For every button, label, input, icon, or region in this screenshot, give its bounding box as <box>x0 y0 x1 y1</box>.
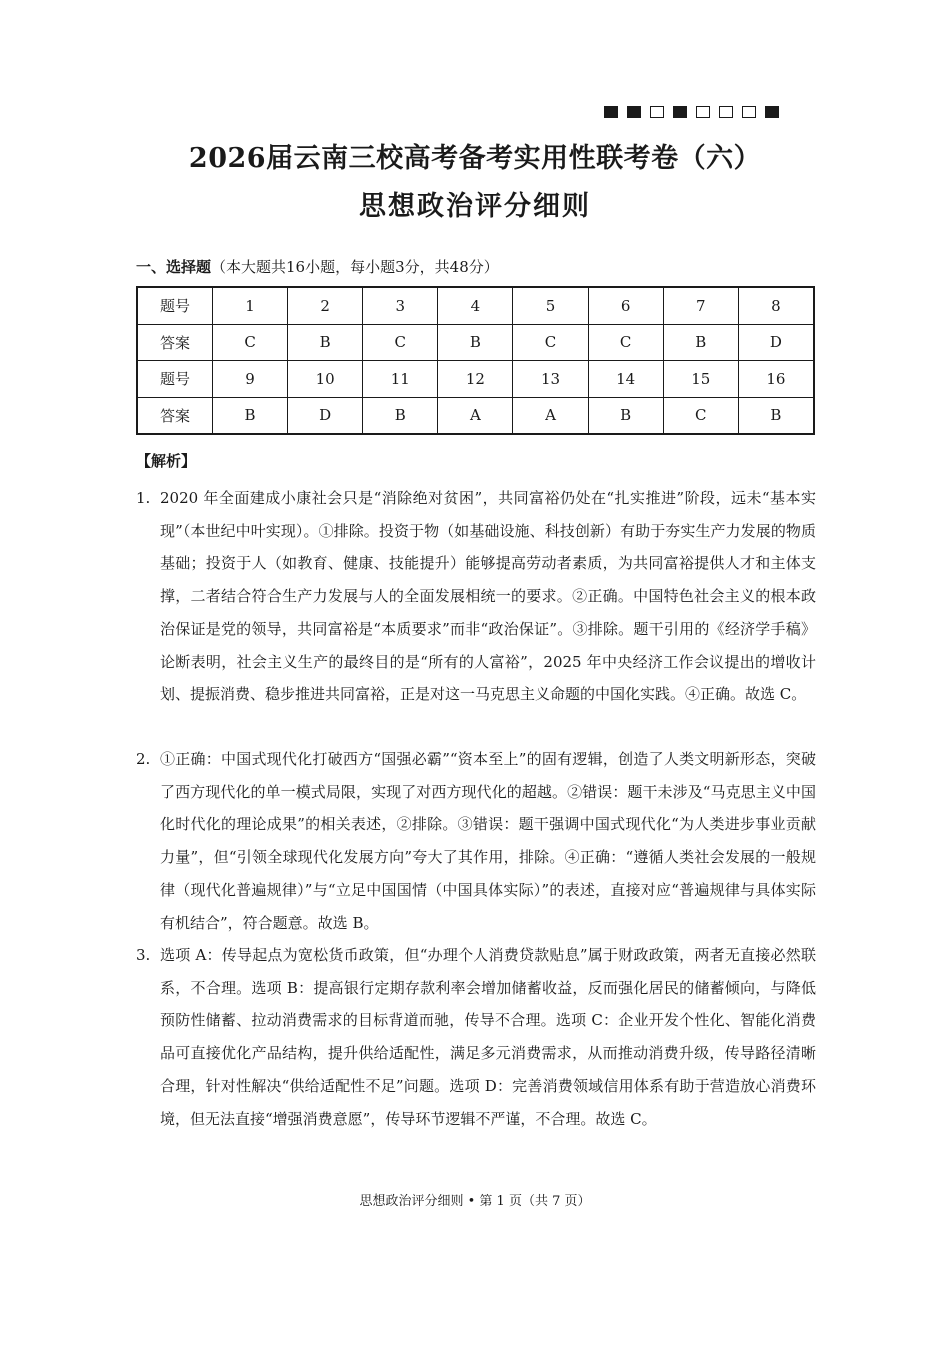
table-cell: 答案 <box>137 324 213 361</box>
table-cell: 8 <box>738 287 814 324</box>
table-cell: B <box>363 397 438 434</box>
table-cell: 题号 <box>137 287 213 324</box>
table-cell: 4 <box>438 287 513 324</box>
table-cell: D <box>738 324 814 361</box>
table-cell: 5 <box>513 287 588 324</box>
table-cell: B <box>738 397 814 434</box>
table-row <box>137 324 814 361</box>
table-cell: A <box>513 397 588 434</box>
document-subtitle: 思想政治评分细则 <box>359 191 591 222</box>
table-cell: C <box>213 324 288 361</box>
table-cell: 题号 <box>137 361 213 398</box>
table-cell: B <box>438 324 513 361</box>
analysis-item <box>136 939 816 1135</box>
analysis-item-text: 2020 年全面建成小康社会只是“消除绝对贫困”，共同富裕仍处在“扎实推进”阶段，远未“基本实现”（本世纪中叶实现）。①排除。投资于物（如基础设施、科技创新）有助于夯实生产力发展的物质基础；投资于人（如教育、健康、技能提升）能够提高劳动者素质，为共同富裕提供人才和主体支撑，二者结合符合生产力发展与人的全面发展相统一的要求。②正确。中国特色社会主义的根本政治保证是党的领导，共同富裕是“本质要求”而非“政治保证”。③排除。题干引用的《经济学手稿》论断表明，社会主义生产的最终目的是“所有的人富裕”，2025 年中央经济工作会议提出的增收计划、提振消费、稳步推进共同富裕，正是对这一马克思主义命题的中国化实践。④正确。故选 C。 <box>160 489 816 704</box>
table-cell: C <box>588 324 663 361</box>
table-cell: 16 <box>738 361 814 398</box>
table-cell: B <box>663 324 738 361</box>
table-cell: 12 <box>438 361 513 398</box>
table-cell: B <box>288 324 363 361</box>
analysis-item-text: ①正确：中国式现代化打破西方“国强必霸”“资本至上”的固有逻辑，创造了人类文明新形态，突破了西方现代化的单一模式局限，实现了对西方现代化的超越。②错误：题干未涉及“马克思主义中国化时代化的理论成果”的相关表述，②排除。③错误：题干强调中国式现代化“为人类进步事业贡献力量”，但“引领全球现代化发展方向”夸大了其作用，排除。④正确：“遵循人类社会发展的一般规律（现代化普遍规律）”与“立足中国国情（中国具体实际）”的表述，直接对应“普遍规律与具体实际有机结合”，符合题意。故选 B。 <box>160 750 816 932</box>
analysis-item-number: 3. <box>136 946 151 964</box>
table-cell: 1 <box>213 287 288 324</box>
table-cell: C <box>513 324 588 361</box>
marker-square <box>604 106 618 118</box>
analysis-item-number: 1. <box>136 489 151 507</box>
table-cell: C <box>363 324 438 361</box>
table-cell: 3 <box>363 287 438 324</box>
table-row <box>137 287 814 324</box>
table-cell: 14 <box>588 361 663 398</box>
table-cell: 11 <box>363 361 438 398</box>
marker-square <box>650 106 664 118</box>
table-cell: D <box>288 397 363 434</box>
marker-square <box>627 106 641 118</box>
table-cell: 6 <box>588 287 663 324</box>
section-heading <box>136 256 499 277</box>
table-row <box>137 397 814 434</box>
marker-square <box>696 106 710 118</box>
answer-table <box>136 286 815 435</box>
analysis-item <box>136 482 816 711</box>
analysis-label: 【解析】 <box>136 452 197 470</box>
table-cell: 13 <box>513 361 588 398</box>
table-cell: 7 <box>663 287 738 324</box>
section-heading-title: 一、选择题 <box>136 258 212 276</box>
table-cell: B <box>213 397 288 434</box>
analysis-item-text: 选项 A：传导起点为宽松货币政策，但“办理个人消费贷款贴息”属于财政政策，两者无直接必然联系，不合理。选项 B：提高银行定期存款利率会增加储蓄收益，反而强化居民的储蓄倾向，与降低预防性储蓄、拉动消费需求的目标背道而驰，传导不合理。选项 C：企业开发个性化、智能化消费品可直接优化产品结构，提升供给适配性，满足多元消费需求，从而推动消费升级，传导路径清晰合理，针对性解决“供给适配性不足”问题。选项 D：完善消费领域信用体系有助于营造放心消费环境，但无法直接“增强消费意愿”，传导环节逻辑不严谨，不合理。故选 C。 <box>160 946 816 1128</box>
marker-square <box>673 106 687 118</box>
page-footer: 思想政治评分细则 • 第 1 页（共 7 页） <box>359 1194 591 1209</box>
table-cell: B <box>588 397 663 434</box>
marker-square <box>765 106 779 118</box>
section-heading-note: （本大题共16小题，每小题3分，共48分） <box>211 258 499 276</box>
header-marker-squares <box>604 106 779 118</box>
analysis-item-number: 2. <box>136 750 151 768</box>
table-cell: 答案 <box>137 397 213 434</box>
table-cell: C <box>663 397 738 434</box>
marker-square <box>742 106 756 118</box>
table-cell: 15 <box>663 361 738 398</box>
table-row <box>137 361 814 398</box>
table-cell: 2 <box>288 287 363 324</box>
table-cell: 9 <box>213 361 288 398</box>
document-title: 2026届云南三校高考备考实用性联考卷（六） <box>188 143 762 174</box>
analysis-item <box>136 743 816 939</box>
marker-square <box>719 106 733 118</box>
table-cell: A <box>438 397 513 434</box>
table-cell: 10 <box>288 361 363 398</box>
